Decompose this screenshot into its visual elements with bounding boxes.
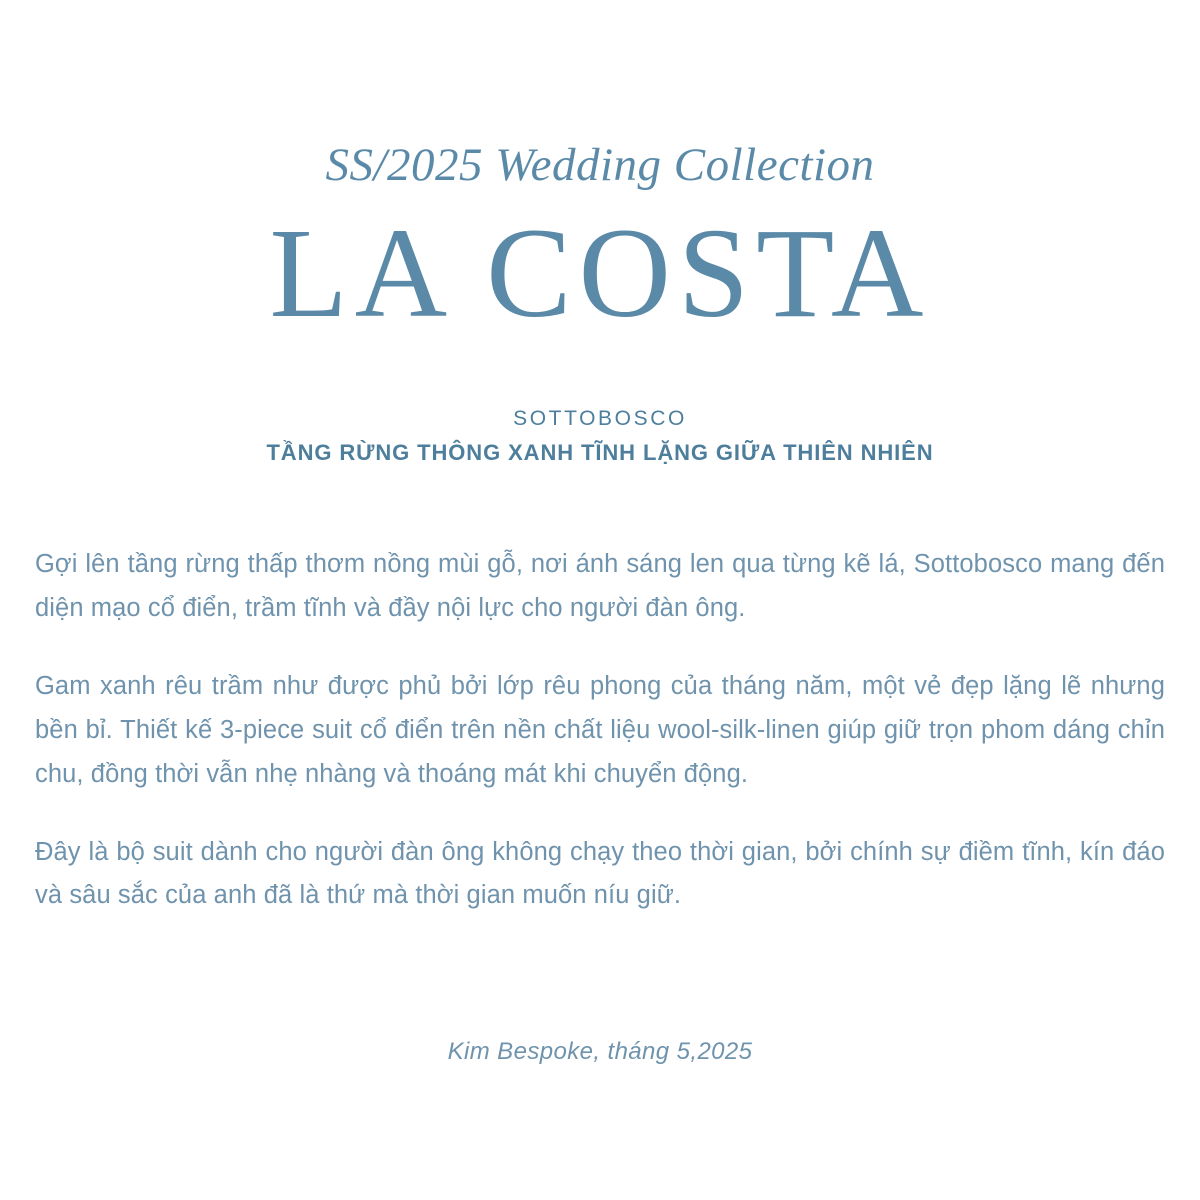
collection-name: SOTTOBOSCO bbox=[513, 406, 687, 430]
page-title: LA COSTA bbox=[269, 201, 931, 344]
body-copy bbox=[35, 543, 1165, 918]
collection-eyebrow: SS/2025 Wedding Collection bbox=[325, 139, 875, 191]
collection-tagline: TẦNG RỪNG THÔNG XANH TĨNH LẶNG GIỮA THIÊN NHIÊN bbox=[266, 440, 934, 466]
body-paragraph: Gam xanh rêu trầm như được phủ bởi lớp rêu phong của tháng năm, một vẻ đẹp lặng lẽ nhưng bền bỉ. Thiết kế 3-piece suit cổ điển trên nền chất liệu wool-silk-linen giúp giữ trọn phom dáng chỉn chu, đồng thời vẫn nhẹ nhàng và thoáng mát khi chuyển động. bbox=[35, 671, 1165, 788]
signature: Kim Bespoke, tháng 5,2025 bbox=[447, 1038, 753, 1066]
subtitle-block bbox=[0, 404, 1200, 469]
body-paragraph: Đây là bộ suit dành cho người đàn ông không chạy theo thời gian, bởi chính sự điềm tĩnh, kín đáo và sâu sắc của anh đã là thứ mà thời gian muốn níu giữ. bbox=[35, 837, 1165, 910]
header bbox=[0, 0, 1200, 342]
body-paragraph: Gợi lên tầng rừng thấp thơm nồng mùi gỗ, nơi ánh sáng len qua từng kẽ lá, Sottobosco mang đến diện mạo cổ điển, trầm tĩnh và đầy nội lực cho người đàn ông. bbox=[35, 550, 1165, 623]
